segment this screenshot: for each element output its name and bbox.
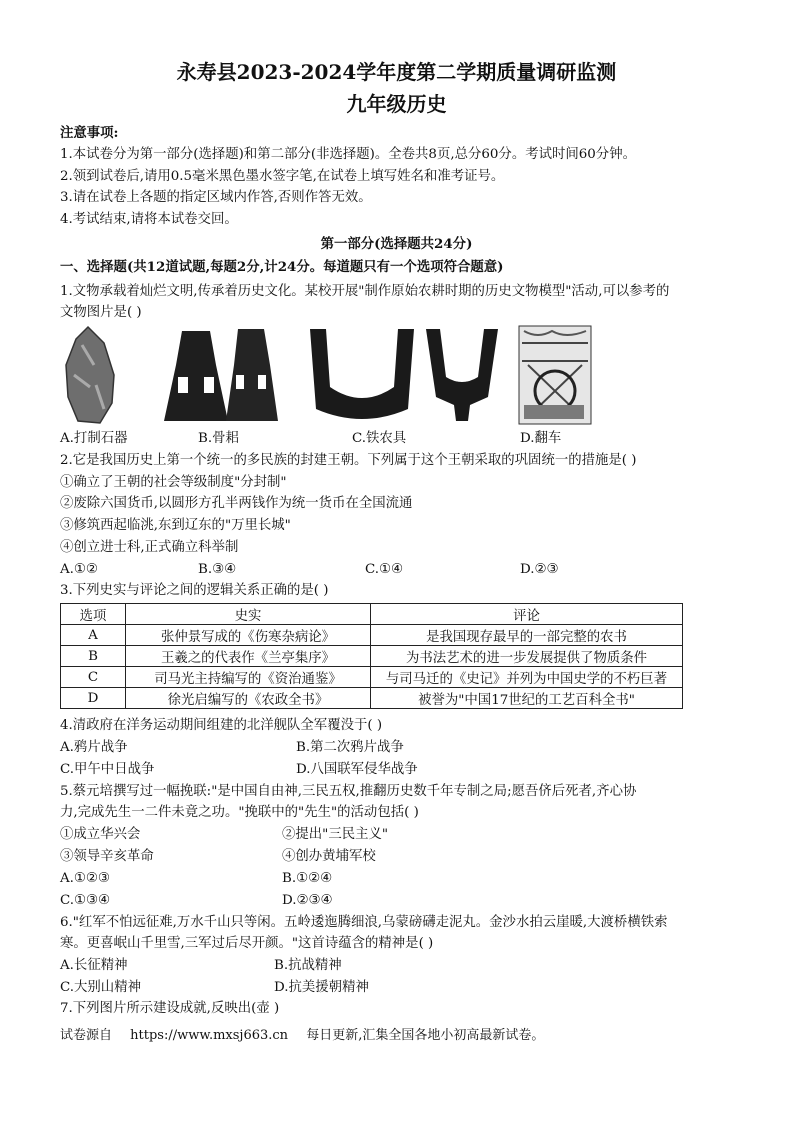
q3-row-a-fact: 张仲景写成的《伤寒杂病论》 — [126, 625, 371, 646]
q4-stem: 4.清政府在洋务运动期间组建的北洋舰队全军覆没于( ) — [60, 718, 383, 733]
q6-option-c[interactable]: C.大别山精神 — [60, 980, 141, 995]
q2-item-2: ②废除六国货币,以圆形方孔半两钱作为统一货币在全国流通 — [60, 496, 413, 511]
q1-option-c[interactable]: C.铁农具 — [352, 431, 407, 446]
q3-row-c-fact: 司马光主持编写的《资治通鉴》 — [126, 667, 371, 688]
q1-stem-line1: 1.文物承载着灿烂文明,传承着历史文化。某校开展"制作原始农耕时期的历史文物模型"活动,可以参考的 — [60, 284, 670, 299]
footer-label: 试卷源自 — [60, 1028, 113, 1043]
notice-item-3: 3.请在试卷上各题的指定区域内作答,否则作答无效。 — [60, 190, 372, 205]
q1-stem-line2: 文物图片是( ) — [60, 305, 142, 320]
footer-url-link[interactable]: https://www.mxsj663.cn — [130, 1028, 289, 1043]
q5-stem-line1: 5.蔡元培撰写过一幅挽联:"是中国自由神,三民五权,推翻历史数千年专制之局;愿吾侪后死者,齐心协 — [60, 784, 637, 799]
notice-item-1: 1.本试卷分为第一部分(选择题)和第二部分(非选择题)。全卷共8页,总分60分。考试时间60分钟。 — [60, 147, 636, 162]
q3-row-b-comment: 为书法艺术的进一步发展提供了物质条件 — [371, 646, 683, 667]
notice-item-4: 4.考试结束,请将本试卷交回。 — [60, 212, 238, 227]
exam-title: 永寿县2023-2024学年度第二学期质量调研监测 — [176, 60, 617, 84]
table-row[interactable] — [61, 625, 683, 646]
water-wheel-image — [518, 325, 592, 425]
q5-option-b[interactable]: B.①②④ — [282, 871, 333, 886]
q4-option-d[interactable]: D.八国联军侵华战争 — [296, 762, 418, 777]
exam-subtitle: 九年级历史 — [346, 92, 447, 116]
q4-option-a[interactable]: A.鸦片战争 — [60, 740, 128, 755]
q3-table — [60, 603, 683, 709]
section-heading: 一、选择题(共12道试题,每题2分,计24分。每道题只有一个选项符合题意) — [60, 259, 504, 275]
q5-item-1: ①成立华兴会 — [60, 827, 141, 842]
q5-option-a[interactable]: A.①②③ — [60, 871, 110, 886]
q1-option-b[interactable]: B.骨耜 — [198, 431, 239, 446]
q2-option-d[interactable]: D.②③ — [520, 562, 559, 577]
q3-row-c-comment: 与司马迁的《史记》并列为中国史学的不朽巨著 — [371, 667, 683, 688]
q7-stem: 7.下列图片所示建设成就,反映出(壶 ) — [60, 1001, 280, 1016]
q3-row-d-option: D — [61, 688, 126, 709]
q5-item-3: ③领导辛亥革命 — [60, 849, 154, 864]
q6-stem-line1: 6."红军不怕远征难,万水千山只等闲。五岭逶迤腾细浪,乌蒙磅礴走泥丸。金沙水拍云崖暖,大渡桥横铁索 — [60, 915, 668, 930]
table-row[interactable] — [61, 646, 683, 667]
table-row[interactable] — [61, 688, 683, 709]
q2-stem: 2.它是我国历史上第一个统一的多民族的封建王朝。下列属于这个王朝采取的巩固统一的措施是( ) — [60, 453, 637, 468]
q3-header-fact: 史实 — [126, 604, 371, 625]
q2-item-4: ④创立进士科,正式确立科举制 — [60, 540, 239, 555]
q3-row-c-option: C — [61, 667, 126, 688]
q4-option-c[interactable]: C.甲午中日战争 — [60, 762, 155, 777]
q3-header-comment: 评论 — [371, 604, 683, 625]
bone-spade-image — [160, 325, 232, 425]
part1-heading: 第一部分(选择题共24分) — [320, 236, 473, 252]
q2-option-b[interactable]: B.③④ — [198, 562, 237, 577]
footer-note: 每日更新,汇集全国各地小初高最新试卷。 — [306, 1028, 545, 1043]
q5-stem-line2: 力,完成先生一二件未竟之功。"挽联中的"先生"的活动包括( ) — [60, 805, 419, 820]
q5-item-4: ④创办黄埔军校 — [282, 849, 376, 864]
source-footer — [60, 1024, 558, 1043]
q6-option-a[interactable]: A.长征精神 — [60, 958, 128, 973]
q3-row-b-option: B — [61, 646, 126, 667]
q5-item-2: ②提出"三民主义" — [282, 827, 389, 842]
q2-item-1: ①确立了王朝的社会等级制度"分封制" — [60, 475, 287, 490]
table-row[interactable] — [61, 667, 683, 688]
iron-tool-image — [308, 325, 416, 425]
bone-spade-image-2 — [224, 325, 280, 425]
q3-row-a-comment: 是我国现存最早的一部完整的农书 — [371, 625, 683, 646]
q2-item-3: ③修筑西起临洮,东到辽东的"万里长城" — [60, 518, 291, 533]
q3-row-d-comment: 被誉为"中国17世纪的工艺百科全书" — [371, 688, 683, 709]
q5-option-c[interactable]: C.①③④ — [60, 893, 111, 908]
q2-option-a[interactable]: A.①② — [60, 562, 98, 577]
q6-stem-line2: 寒。更喜岷山千里雪,三军过后尽开颜。"这首诗蕴含的精神是( ) — [60, 936, 434, 951]
q1-option-d[interactable]: D.翻车 — [520, 431, 562, 446]
q3-stem: 3.下列史实与评论之间的逻辑关系正确的是( ) — [60, 583, 329, 598]
q3-header-option: 选项 — [61, 604, 126, 625]
table-header-row — [61, 604, 683, 625]
q1-option-a[interactable]: A.打制石器 — [60, 431, 128, 446]
q3-row-b-fact: 王羲之的代表作《兰亭集序》 — [126, 646, 371, 667]
iron-tool-image-2 — [424, 325, 500, 425]
notice-item-2: 2.领到试卷后,请用0.5毫米黑色墨水签字笔,在试卷上填写姓名和准考证号。 — [60, 169, 505, 184]
q6-option-d[interactable]: D.抗美援朝精神 — [274, 980, 369, 995]
stone-tool-image — [60, 325, 120, 425]
q3-row-d-fact: 徐光启编写的《农政全书》 — [126, 688, 371, 709]
q4-option-b[interactable]: B.第二次鸦片战争 — [296, 740, 404, 755]
notice-heading: 注意事项: — [60, 125, 119, 141]
q5-option-d[interactable]: D.②③④ — [282, 893, 333, 908]
q2-option-c[interactable]: C.①④ — [365, 562, 404, 577]
q6-option-b[interactable]: B.抗战精神 — [274, 958, 342, 973]
q3-row-a-option: A — [61, 625, 126, 646]
